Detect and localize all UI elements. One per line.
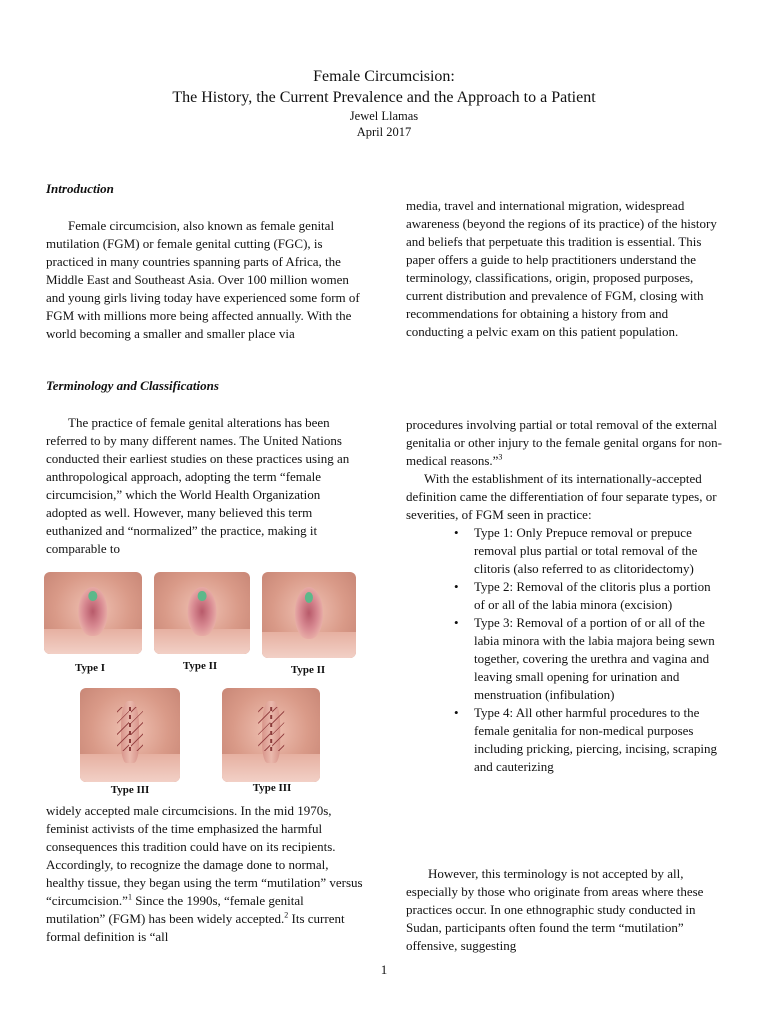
paper-title-line1: Female Circumcision: [313,68,455,85]
intro-right-column [406,197,724,341]
list-item: • Type 4: All other harmful procedures to the female genitalia for non-medical purposes including pricking, piercing, incising, scraping and cauterizing [454,705,717,774]
figure-label-type-3b: Type III [252,782,292,794]
fgm-types-list [406,524,724,776]
list-item: • Type 3: Removal of a portion of or all of the labia minora with the labia majora being sewn together, covering the urethra and vagina and leaving small opening for urination and menstruation (infibulation) [454,615,715,702]
footnote-ref-2: 2 [284,910,289,920]
bullet-icon: • [454,705,459,720]
list-item: • Type 1: Only Prepuce removal or prepuce removal plus partial or total removal of the clitoris (also referred to as clitoridectomy) [454,525,698,576]
bullet-icon: • [454,615,459,630]
fgm-types-figure [40,570,360,798]
figure-panel-type-2a [154,572,250,654]
figure-panel-type-2b [262,572,356,658]
bullet-icon: • [454,579,459,594]
figure-illustration [295,587,323,639]
figure-panel-type-1 [44,572,142,654]
bullet-icon: • [454,525,459,540]
figure-illustration [78,587,107,636]
figure-panel-type-3b [222,688,320,782]
intro-paragraph-right: media, travel and international migration, widespread awareness (beyond the regions of its practice) of the history and beliefs that perpetuate this tradition is essential. This paper offers a guide to help practitioners understand the terminology, classifications, origin, proposed purposes, current distribution and prevalence of FGM, closing with recommendations for obtaining a history from and conducting a pelvic exam on this patient population. [406,198,717,339]
figure-label-type-2a: Type II [182,660,218,672]
footnote-ref-1: 1 [127,892,132,902]
terminology-left-top [46,414,364,558]
terminology-paragraph-1: The practice of female genital alterations has been referred to by many different names. The United Nations conducted their earliest studies on these practices using an anthropological approach, adopting the term “female circumcision,” which the World Health Organization adopted as well. However, many believed this term euthanized and “normalized” the practice, making it comparable to [46,415,350,556]
list-item: • Type 2: Removal of the clitoris plus a portion of or all of the labia minora (excision) [454,579,711,612]
intro-left-column [46,217,364,343]
page-number: 1 [380,962,388,977]
section-heading-terminology: Terminology and Classifications [46,378,219,393]
section-heading-introduction: Introduction [46,181,114,196]
terminology-paragraph-2: With the establishment of its internationally-accepted definition came the differentiation of four separate types, or severities, of FGM seen in practice: [406,471,717,522]
figure-label-type-1: Type I [74,662,106,674]
paper-title-line2: The History, the Current Prevalence and the Approach to a Patient [172,89,596,106]
footnote-ref-3: 3 [498,452,503,462]
paper-author: Jewel Llamas [349,109,419,123]
terminology-right-column [406,416,724,776]
intro-paragraph-left: Female circumcision, also known as female genital mutilation (FGM) or female genital cutting (FGC), is practiced in many countries spanning parts of Africa, the Middle East and Southeast Asia. Over 100 million women and young girls living today have experienced some form of FGM with millions more being affected annually. With the world becoming a smaller and smaller place via [46,218,360,341]
terminology-paragraph-3: However, this terminology is not accepted by all, especially by those who originate from areas where these practices occur. In one ethnographic study conducted in Sudan, participants often found the term “mutilation” offensive, suggesting [406,866,704,953]
paper-date: April 2017 [356,125,412,139]
terminology-right-bottom [406,865,724,955]
terminology-paragraph-1-continued: widely accepted male circumcisions. In the mid 1970s, feminist activists of the time emphasized the harmful consequences this tradition could have on its recipients. Accordingly, to recognize the damage done to normal, healthy tissue, they began using the term “mutilation” versus “circumcision.”$^1$ Since the 1990s, “female genital mutilation” (FGM) has been widely accepted.$^2$ Its current formal definition is “all [46,803,363,944]
figure-illustration [121,701,139,763]
paper-header [0,66,768,140]
terminology-left-bottom [46,802,364,946]
figure-label-type-2b: Type II [290,664,326,676]
terminology-definition-continued: procedures involving partial or total removal of the external genitalia or other injury to the female genital organs for non-medical reasons.”$^3$ [406,417,722,468]
figure-illustration [262,701,280,763]
figure-panel-type-3a [80,688,180,782]
figure-illustration [188,587,217,636]
figure-label-type-3a: Type III [110,784,150,796]
